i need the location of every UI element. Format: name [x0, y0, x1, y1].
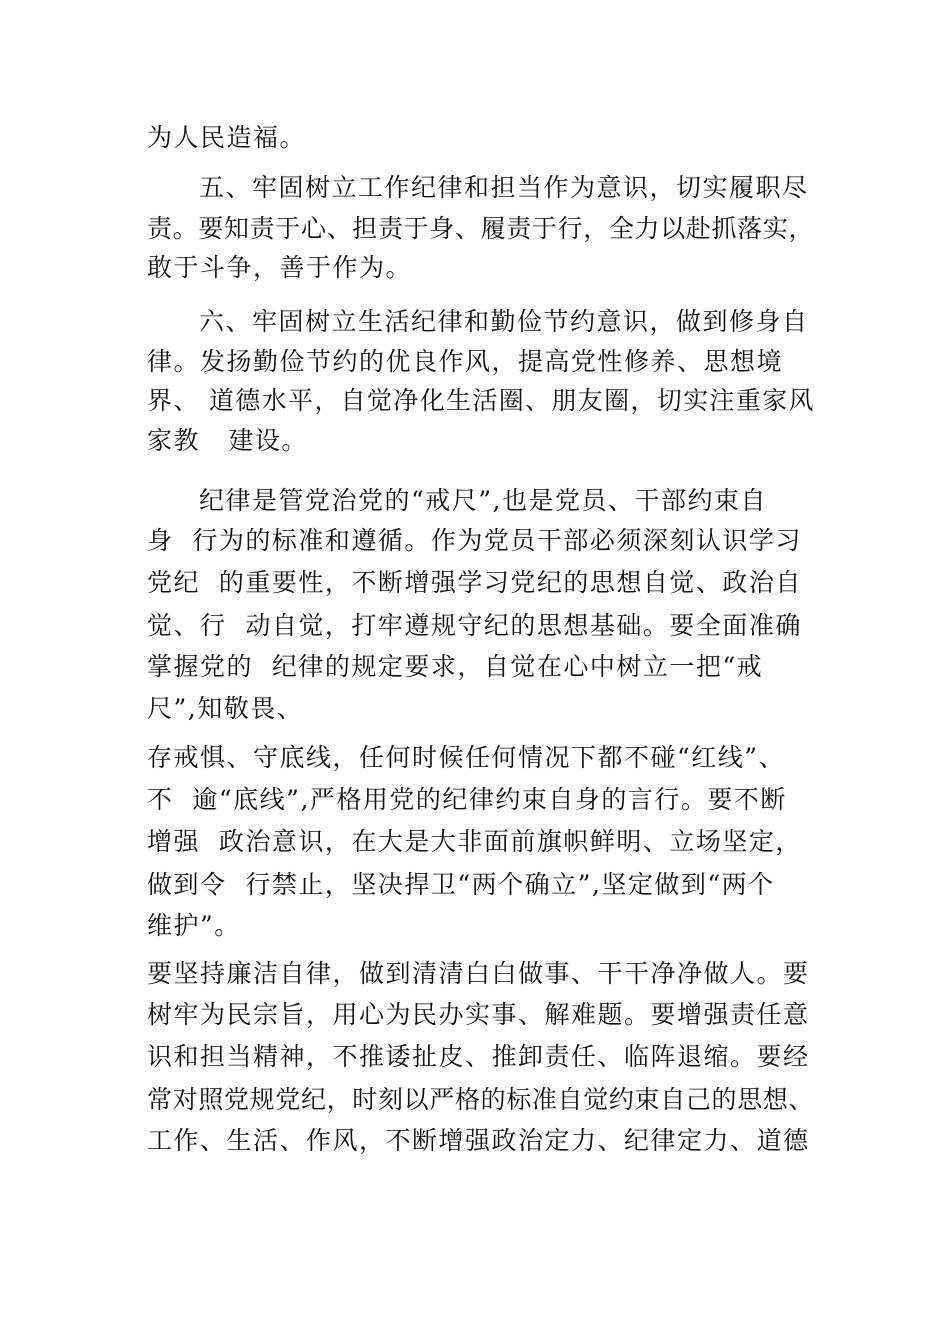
text-line: 增强 政治意识，在大是大非面前旗帜鲜明、立场坚定，	[147, 827, 802, 856]
text-line: 工作、生活、作风，不断增强政治定力、纪律定力、道德	[147, 1126, 810, 1155]
text-line: 做到令 行禁止，坚决捍卫“两个确立”,坚定做到“两个	[147, 870, 775, 899]
text-line: 存戒惧、守底线，任何时候任何情况下都不碰“红线”、	[147, 743, 786, 772]
text-line: 敢于斗争，善于作为。	[147, 253, 413, 282]
text-line: 责。要知责于心、担责于身、履责于行，全力以赴抓落实，	[147, 214, 815, 243]
text-line: 党纪 的重要性，不断增强学习党纪的思想自觉、政治自	[147, 568, 802, 597]
text-line: 维护”。	[147, 911, 241, 940]
text-line: 五、牢固树立工作纪律和担当作为意识，切实履职尽	[199, 173, 809, 202]
text-line: 界、 道德水平，自觉净化生活圈、朋友圈，切实注重家风	[147, 386, 815, 415]
text-line: 识和担当精神，不推诿扯皮、推卸责任、临阵退缩。要经	[147, 1042, 810, 1071]
text-line: 不 逾“底线”,严格用党的纪律约束自身的言行。要不断	[147, 785, 787, 814]
text-line: 树牢为民宗旨，用心为民办实事、解难题。要增强责任意	[147, 1000, 810, 1029]
text-line: 为人民造福。	[147, 123, 307, 152]
text-line: 觉、行 动自觉，打牢遵规守纪的思想基础。要全面准确	[147, 611, 802, 640]
text-line: 六、牢固树立生活纪律和勤俭节约意识，做到修身自	[199, 307, 809, 336]
text-line: 律。发扬勤俭节约的优良作风，提高党性修养、思想境	[147, 347, 784, 376]
text-line: 尺”,知敬畏、	[147, 694, 304, 723]
text-line: 纪律是管党治党的“戒尺”,也是党员、干部约束自	[199, 486, 768, 515]
text-line: 身 行为的标准和遵循。作为党员干部必须深刻认识学习	[147, 526, 802, 555]
text-line: 家教 建设。	[147, 426, 308, 455]
text-line: 掌握党的 纪律的规定要求，自觉在心中树立一把“戒	[147, 652, 764, 681]
text-line: 要坚持廉洁自律，做到清清白白做事、干干净净做人。要	[147, 959, 810, 988]
text-line: 常对照党规党纪，时刻以严格的标准自觉约束自己的思想、	[147, 1085, 815, 1114]
